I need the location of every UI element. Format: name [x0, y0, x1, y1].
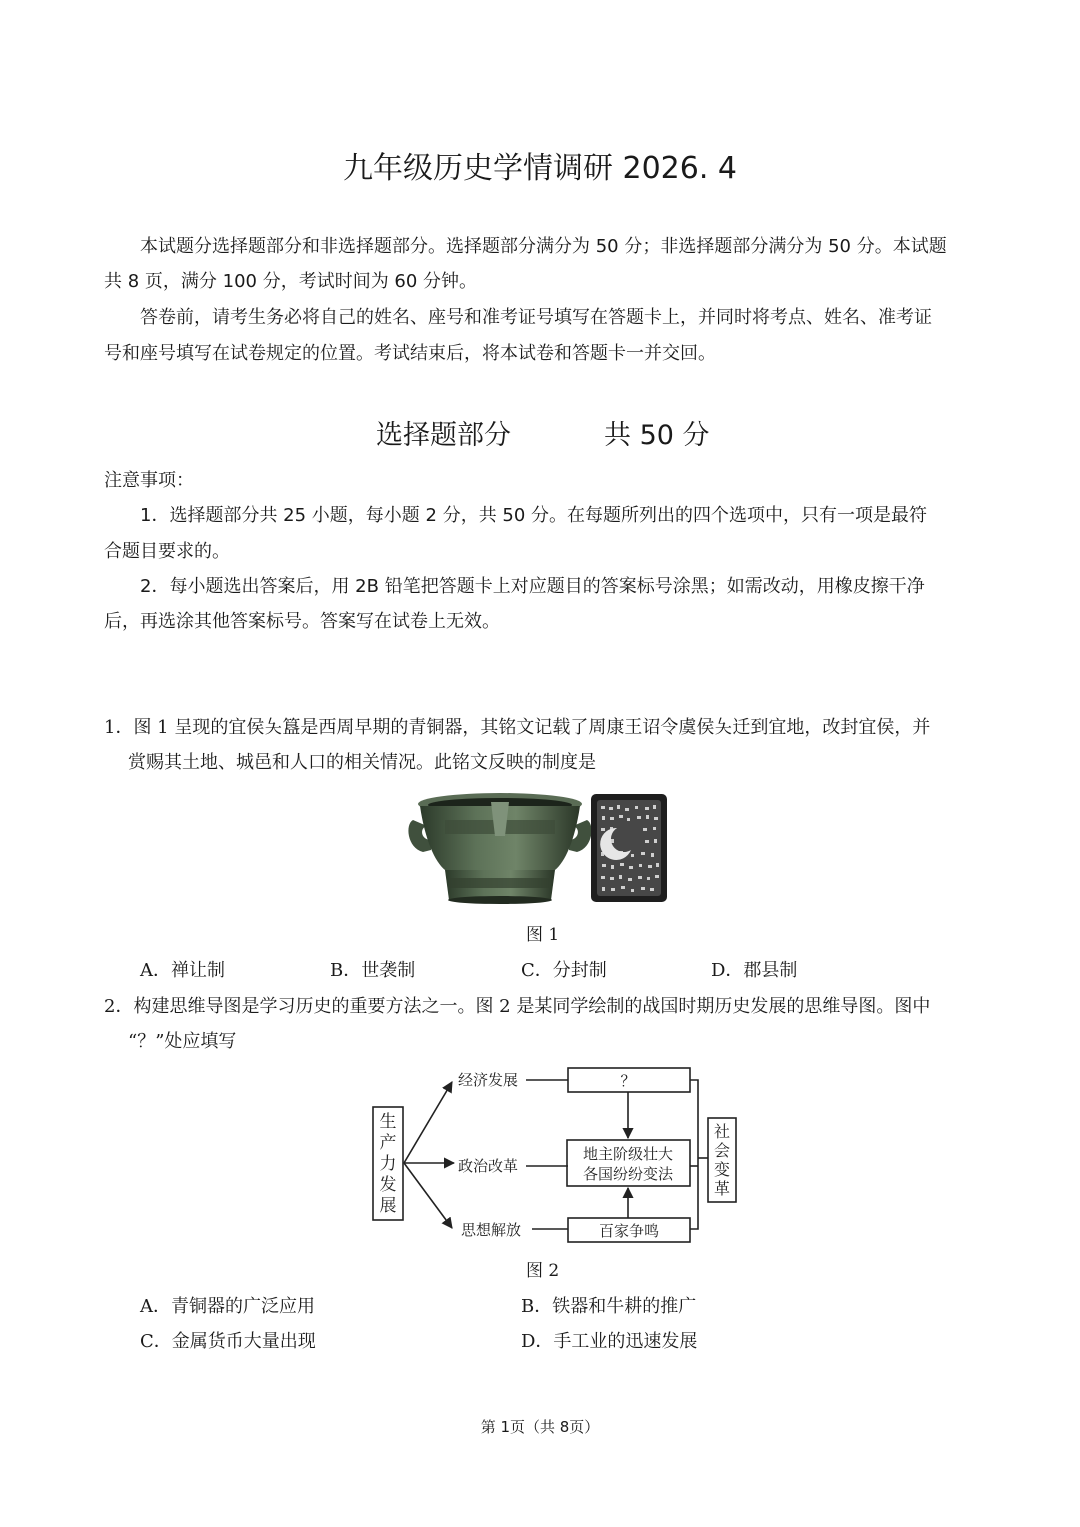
box-mid-line-2: 各国纷纷变法 — [582, 1165, 674, 1183]
social-change-char-4: 革 — [713, 1179, 731, 1198]
productivity-char-3: 力 — [379, 1154, 397, 1174]
box-question-text: ？ — [620, 1072, 636, 1090]
productivity-char-5: 展 — [379, 1196, 397, 1216]
note-2-line-1: 2．每小题选出答案后，用 2B 铅笔把答题卡上对应题目的答案标号涂黑；如需改动，用橡皮擦干净 — [140, 576, 925, 597]
productivity-char-1: 生 — [379, 1112, 397, 1132]
productivity-char-2: 产 — [379, 1133, 397, 1153]
q1-option-c: C．分封制 — [521, 960, 607, 981]
social-change-char-3: 变 — [713, 1160, 731, 1179]
q2-stem-line-1: 2．构建思维导图是学习历史的重要方法之一。图 2 是某同学绘制的战国时期历史发展的思维导图。图中 — [104, 996, 931, 1017]
q1-option-d: D．郡县制 — [711, 960, 798, 981]
q2-option-d: D．手工业的迅速发展 — [521, 1331, 698, 1352]
social-change-char-2: 会 — [713, 1141, 731, 1160]
q2-option-b: B．铁器和牛耕的推广 — [521, 1296, 697, 1317]
social-change-char-1: 社 — [713, 1122, 731, 1141]
q2-option-a: A．青铜器的广泛应用 — [140, 1296, 315, 1317]
figure-2-caption: 图 2 — [526, 1261, 560, 1281]
section-title: 选择题部分 — [376, 420, 511, 451]
notes-heading: 注意事项： — [104, 470, 194, 491]
page-footer: 第 1页（共 8页） — [480, 1418, 600, 1436]
q1-stem-line-1: 1．图 1 呈现的宜侯夨簋是西周早期的青铜器，其铭文记载了周康王诏令虞侯夨迁到宜地，改封宜侯，并 — [104, 717, 931, 738]
intro-paragraph-2-line-1: 答卷前，请考生务必将自己的姓名、座号和准考证号填写在答题卡上，并同时将考点、姓名、准考证 — [140, 307, 932, 328]
q1-option-a: A．禅让制 — [140, 960, 225, 981]
q1-option-b: B．世袭制 — [330, 960, 416, 981]
productivity-char-4: 发 — [379, 1175, 397, 1195]
branch-politics-label: 政治改革 — [458, 1157, 519, 1175]
intro-paragraph-2-line-2: 号和座号填写在试卷规定的位置。考试结束后，将本试卷和答题卡一并交回。 — [104, 343, 716, 364]
section-score: 共 50 分 — [604, 420, 710, 451]
intro-paragraph-1-line-1: 本试题分选择题部分和非选择题部分。选择题部分满分为 50 分；非选择题部分满分为 50 分。本试题 — [140, 236, 947, 257]
box-mid-line-1: 地主阶级壮大 — [582, 1145, 674, 1163]
note-1-line-2: 合题目要求的。 — [104, 541, 230, 562]
branch-thought-label: 思想解放 — [461, 1221, 522, 1239]
intro-paragraph-1-line-2: 共 8 页，满分 100 分，考试时间为 60 分钟。 — [104, 271, 478, 292]
figure-1-caption: 图 1 — [526, 925, 560, 945]
note-2-line-2: 后，再选涂其他答案标号。答案写在试卷上无效。 — [104, 611, 500, 632]
page-title: 九年级历史学情调研 2026. 4 — [342, 151, 738, 186]
branch-economy-label: 经济发展 — [458, 1071, 519, 1089]
note-1-line-1: 1．选择题部分共 25 小题，每小题 2 分，共 50 分。在每题所列出的四个选项中，只有一项是最符 — [140, 505, 928, 526]
q2-stem-line-2: “？”处应填写 — [128, 1031, 237, 1052]
box-bottom-text: 百家争鸣 — [598, 1222, 660, 1240]
q2-option-c: C．金属货币大量出现 — [140, 1331, 316, 1352]
q1-stem-line-2: 赏赐其土地、城邑和人口的相关情况。此铭文反映的制度是 — [128, 752, 596, 773]
